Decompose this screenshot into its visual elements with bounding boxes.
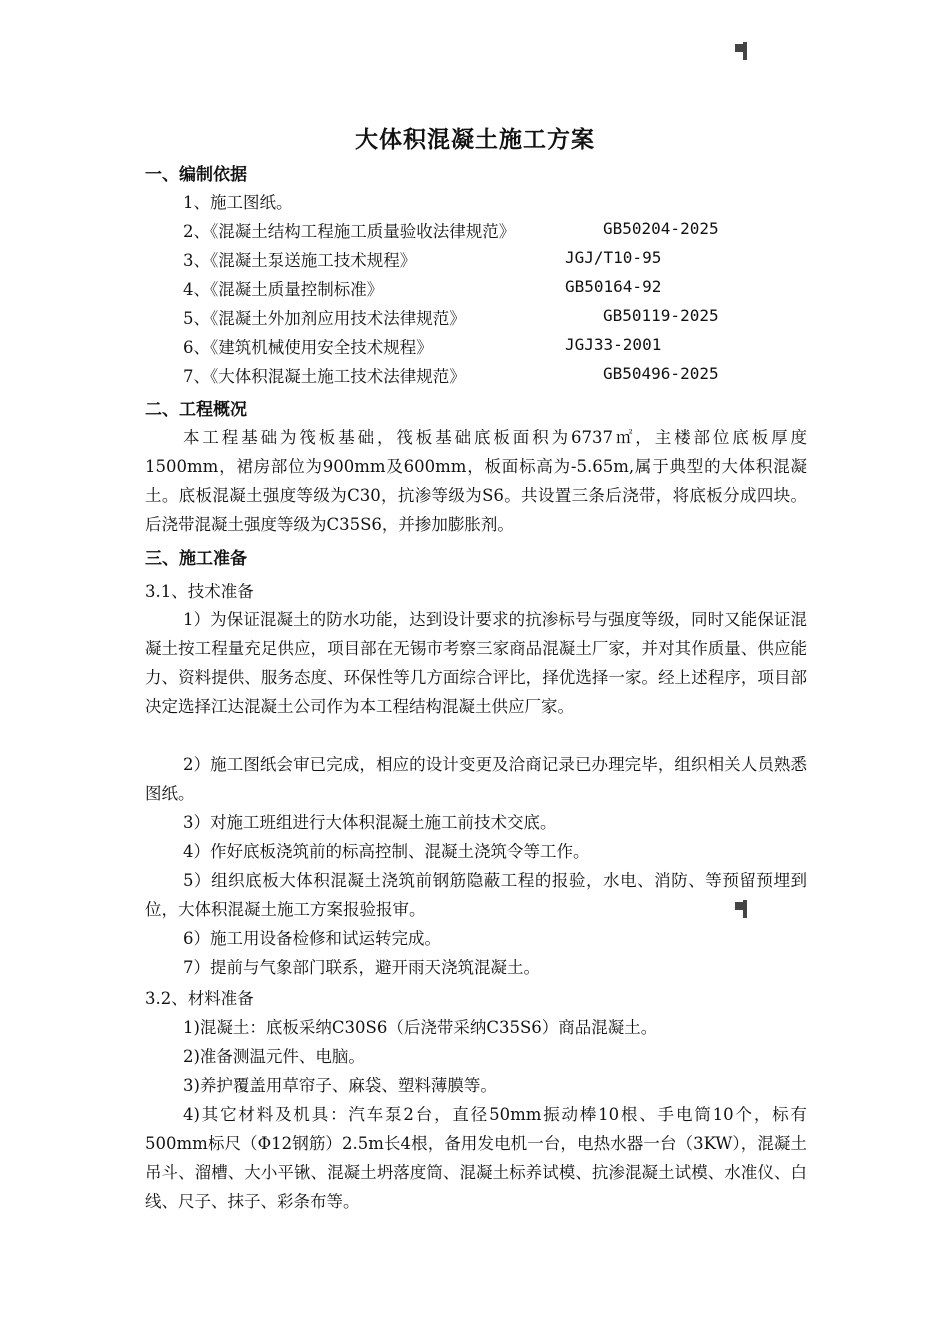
document-title: 大体积混凝土施工方案 (355, 127, 595, 153)
reference-code: GB50164-92 (565, 277, 662, 296)
overview-paragraph: 本工程基础为筏板基础，筏板基础底板面积为6737㎡，主楼部位底板厚度1500mm，裙房部位为900mm及600mm，板面标高为-5.65m,属于典型的大体积混凝土。底板混凝土强度等级为C30，抗渗等级为S6。共设置三条后浇带，将底板分成四块。后浇带混凝土强度等级为C35S6，并掺加膨胀剂。 (145, 428, 807, 534)
reference-item: 5、《混凝土外加剂应用技术法律规范》 (183, 309, 466, 328)
section-heading-basis: 一、编制依据 (145, 165, 247, 185)
reference-item: 2、《混凝土结构工程施工质量验收法律规范》 (183, 222, 516, 241)
reference-item: 7、《大体积混凝土施工技术法律规范》 (183, 367, 466, 386)
subsection-materials-heading: 3.2、材料准备 (145, 989, 254, 1008)
tech-item: 1）为保证混凝土的防水功能，达到设计要求的抗渗标号与强度等级，同时又能保证混凝土按工程量充足供应，项目部在无锡市考察三家商品混凝土厂家，并对其作质量、供应能力、资料提供、服务态度、环保性等几方面综合评比，择优选择一家。经上述程序，项目部决定选择江达混凝土公司作为本工程结构混凝土供应厂家。 (145, 610, 807, 716)
reference-item: 6、《建筑机械使用安全技术规程》 (183, 338, 433, 357)
material-item: 3)养护覆盖用草帘子、麻袋、塑料薄膜等。 (183, 1076, 497, 1095)
tech-item: 5）组织底板大体积混凝土浇筑前钢筋隐蔽工程的报验，水电、消防、等预留预埋到位，大体积混凝土施工方案报验报审。 (145, 871, 807, 919)
reference-code: GB50496-2025 (603, 364, 719, 383)
material-item: 2)准备测温元件、电脑。 (183, 1047, 365, 1066)
tech-item: 4）作好底板浇筑前的标高控制、混凝土浇筑令等工作。 (183, 842, 590, 861)
reference-code: GB50204-2025 (603, 219, 719, 238)
section-heading-preparation: 三、施工准备 (145, 549, 247, 569)
material-item: 1)混凝土：底板采纳C30S6（后浇带采纳C35S6）商品混凝土。 (183, 1018, 658, 1037)
reference-code: GB50119-2025 (603, 306, 719, 325)
reference-code: JGJ/T10-95 (565, 248, 662, 267)
tech-item: 6）施工用设备检修和试运转完成。 (183, 929, 441, 948)
tech-item: 3）对施工班组进行大体积混凝土施工前技术交底。 (183, 813, 557, 832)
paragraph-mark-icon (735, 900, 747, 918)
paragraph-mark-icon (735, 42, 747, 60)
section-heading-overview: 二、工程概况 (145, 400, 247, 420)
reference-item: 1、施工图纸。 (183, 193, 293, 212)
reference-item: 4、《混凝土质量控制标准》 (183, 280, 384, 299)
tech-item: 7）提前与气象部门联系，避开雨天浇筑混凝土。 (183, 958, 540, 977)
material-item: 4)其它材料及机具：汽车泵2台，直径50mm振动棒10根、手电筒10个，标有500mm标尺（Φ12钢筋）2.5m长4根，备用发电机一台，电热水器一台（3KW），混凝土吊斗、溜槽、大小平锹、混凝土坍落度筒、混凝土标养试模、抗渗混凝土试模、水准仪、白线、尺子、抹子、彩条布等。 (145, 1105, 807, 1211)
reference-item: 3、《混凝土泵送施工技术规程》 (183, 251, 417, 270)
subsection-tech-heading: 3.1、技术准备 (145, 582, 254, 601)
reference-code: JGJ33-2001 (565, 335, 662, 354)
tech-item: 2）施工图纸会审已完成，相应的设计变更及洽商记录已办理完毕，组织相关人员熟悉图纸。 (145, 755, 807, 803)
